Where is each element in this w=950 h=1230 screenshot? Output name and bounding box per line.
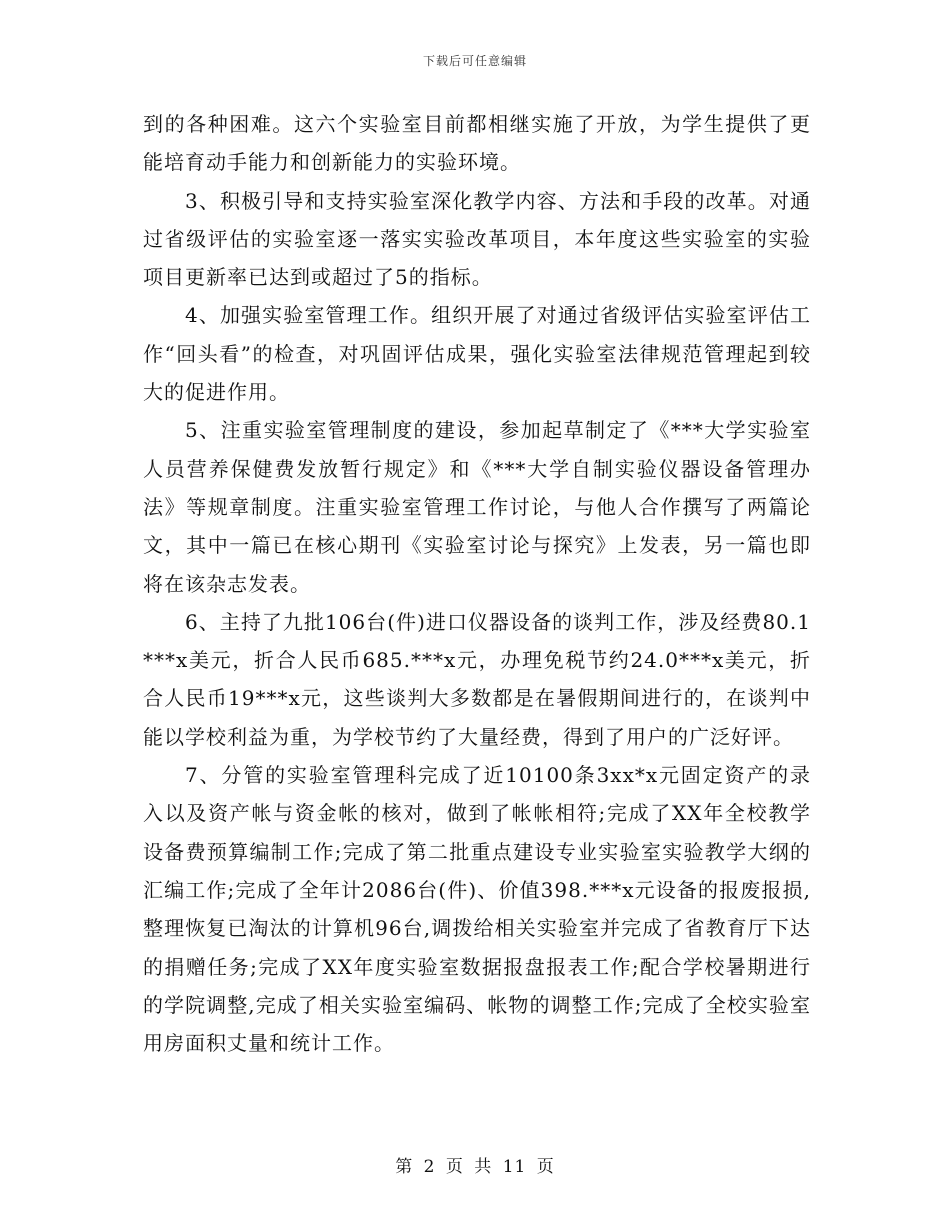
paragraph-continuation: 到的各种困难。这六个实验室目前都相继实施了开放，为学生提供了更能培育动手能力和创新能力的实验环境。: [143, 112, 811, 175]
paragraph-item-5: 5、注重实验室管理制度的建设，参加起草制定了《***大学实验室人员营养保健费发放暂行规定》和《***大学自制实验仪器设备管理办法》等规章制度。注重实验室管理工作讨论，与他人合作撰写了两篇论文，其中一篇已在核心期刊《实验室讨论与探究》上发表，另一篇也即将在该杂志发表。: [143, 418, 811, 596]
document-body: [143, 105, 811, 1062]
paragraph-item-7: 7、分管的实验室管理科完成了近10100条3xx*x元固定资产的录入以及资产帐与资金帐的核对，做到了帐帐相符;完成了XX年全校教学设备费预算编制工作;完成了第二批重点建设专业实验室实验教学大纲的汇编工作;完成了全年计2086台(件)、价值398.***x元设备的报废报损,整理恢复已淘汰的计算机96台,调拨给相关实验室并完成了省教育厅下达的捐赠任务;完成了XX年度实验室数据报盘报表工作;配合学校暑期进行的学院调整,完成了相关实验室编码、帐物的调整工作;完成了全校实验室用房面积丈量和统计工作。: [143, 763, 811, 1056]
header-note: 下载后可任意编辑: [422, 54, 527, 68]
page-number-footer: 第 2 页 共 11 页: [395, 1157, 555, 1177]
paragraph-item-4: 4、加强实验室管理工作。组织开展了对通过省级评估实验室评估工作“回头看”的检查，对巩固评估成果，强化实验室法律规范管理起到较大的促进作用。: [143, 303, 811, 405]
paragraph-item-3: 3、积极引导和支持实验室深化教学内容、方法和手段的改革。对通过省级评估的实验室逐一落实实验改革项目，本年度这些实验室的实验项目更新率已达到或超过了5的指标。: [143, 188, 811, 290]
paragraph-item-6: 6、主持了九批106台(件)进口仪器设备的谈判工作，涉及经费80.1***x美元，折合人民币685.***x元，办理免税节约24.0***x美元，折合人民币19***x元，这些谈判大多数都是在暑假期间进行的，在谈判中能以学校利益为重，为学校节约了大量经费，得到了用户的广泛好评。: [143, 609, 811, 749]
